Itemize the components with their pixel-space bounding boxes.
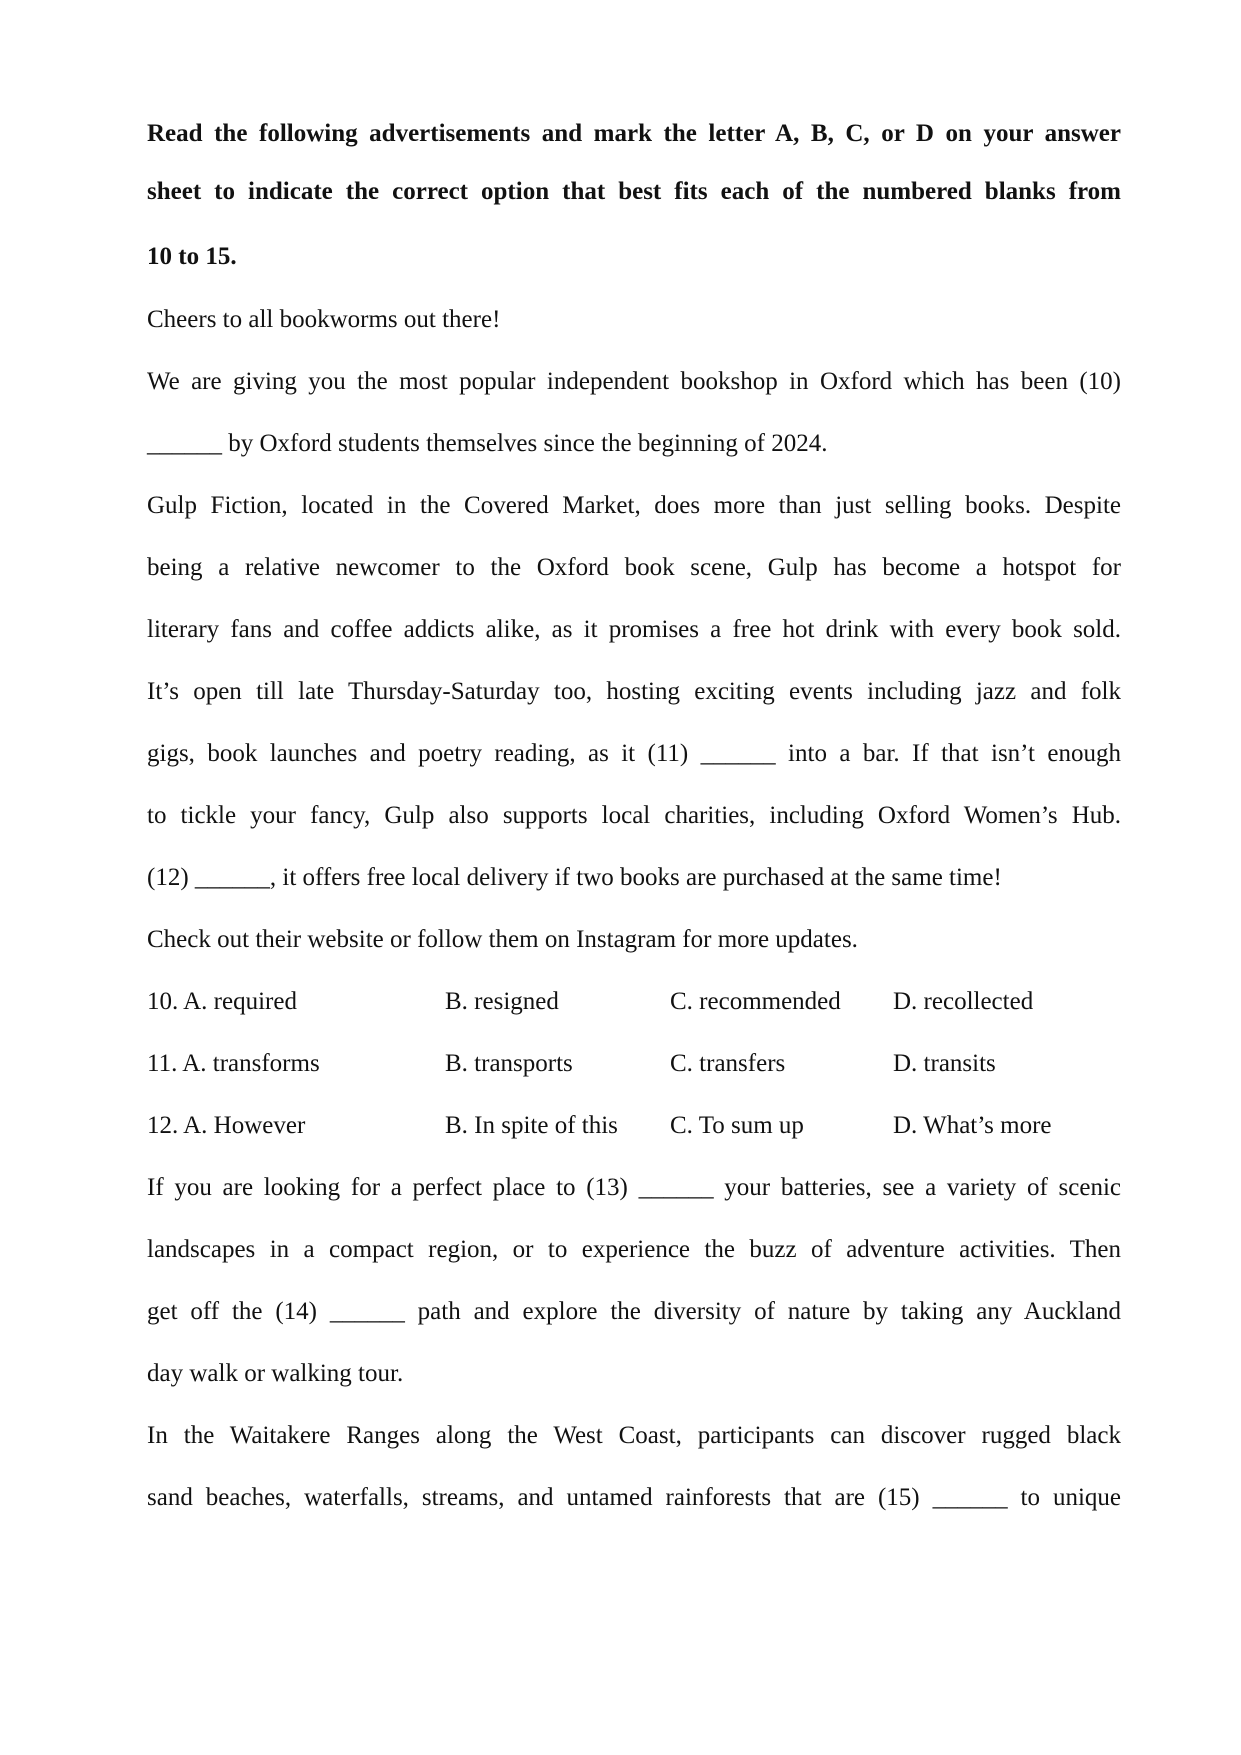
ad2-line-3: get off the (14) ______ path and explore the diversity of nature by taking any Auckland bbox=[147, 1298, 1121, 1325]
question-12-option-d: D. What’s more bbox=[893, 1112, 1052, 1139]
question-11-option-b: B. transports bbox=[445, 1050, 573, 1077]
question-11-option-c: C. transfers bbox=[670, 1050, 786, 1077]
question-11 bbox=[147, 1047, 1121, 1081]
question-12 bbox=[147, 1109, 1121, 1143]
ad2-line-5: In the Waitakere Ranges along the West Coast, participants can discover rugged black bbox=[147, 1422, 1121, 1449]
ad2-line-4: day walk or walking tour. bbox=[147, 1360, 404, 1387]
instructions-line-1: Read the following advertisements and mark the letter A, B, C, or D on your answer bbox=[147, 120, 1121, 147]
ad1-line-7: It’s open till late Thursday-Saturday too, hosting exciting events including jazz and folk bbox=[147, 678, 1121, 705]
ad1-line-8: gigs, book launches and poetry reading, as it (11) ______ into a bar. If that isn’t enough bbox=[147, 740, 1121, 767]
ad1-line-2: We are giving you the most popular independent bookshop in Oxford which has been (10) bbox=[147, 368, 1121, 395]
question-10-option-d: D. recollected bbox=[893, 988, 1034, 1015]
instructions-line-2: sheet to indicate the correct option that best fits each of the numbered blanks from bbox=[147, 178, 1121, 205]
ad1-line-1: Cheers to all bookworms out there! bbox=[147, 306, 501, 333]
instructions-line-3: 10 to 15. bbox=[147, 243, 237, 270]
ad2-line-1: If you are looking for a perfect place to (13) ______ your batteries, see a variety of scenic bbox=[147, 1174, 1121, 1201]
ad1-line-11: Check out their website or follow them on Instagram for more updates. bbox=[147, 926, 858, 953]
ad1-line-3: ______ by Oxford students themselves since the beginning of 2024. bbox=[147, 430, 828, 457]
question-12-option-b: B. In spite of this bbox=[445, 1112, 618, 1139]
ad1-line-10: (12) ______, it offers free local delivery if two books are purchased at the same time! bbox=[147, 864, 1002, 891]
question-11-option-d: D. transits bbox=[893, 1050, 996, 1077]
question-10 bbox=[147, 985, 1121, 1019]
ad1-line-9: to tickle your fancy, Gulp also supports local charities, including Oxford Women’s Hub. bbox=[147, 802, 1121, 829]
ad1-line-6: literary fans and coffee addicts alike, as it promises a free hot drink with every book sold. bbox=[147, 616, 1121, 643]
ad1-line-4: Gulp Fiction, located in the Covered Market, does more than just selling books. Despite bbox=[147, 492, 1121, 519]
question-12-option-c: C. To sum up bbox=[670, 1112, 804, 1139]
question-10-option-b: B. resigned bbox=[445, 988, 559, 1015]
ad1-line-5: being a relative newcomer to the Oxford book scene, Gulp has become a hotspot for bbox=[147, 554, 1121, 581]
question-12-option-a: 12. A. However bbox=[147, 1112, 306, 1139]
question-10-option-c: C. recommended bbox=[670, 988, 841, 1015]
ad2-line-2: landscapes in a compact region, or to experience the buzz of adventure activities. Then bbox=[147, 1236, 1121, 1263]
ad2-line-6: sand beaches, waterfalls, streams, and untamed rainforests that are (15) ______ to unique bbox=[147, 1484, 1121, 1511]
question-10-option-a: 10. A. required bbox=[147, 988, 297, 1015]
question-11-option-a: 11. A. transforms bbox=[147, 1050, 320, 1077]
